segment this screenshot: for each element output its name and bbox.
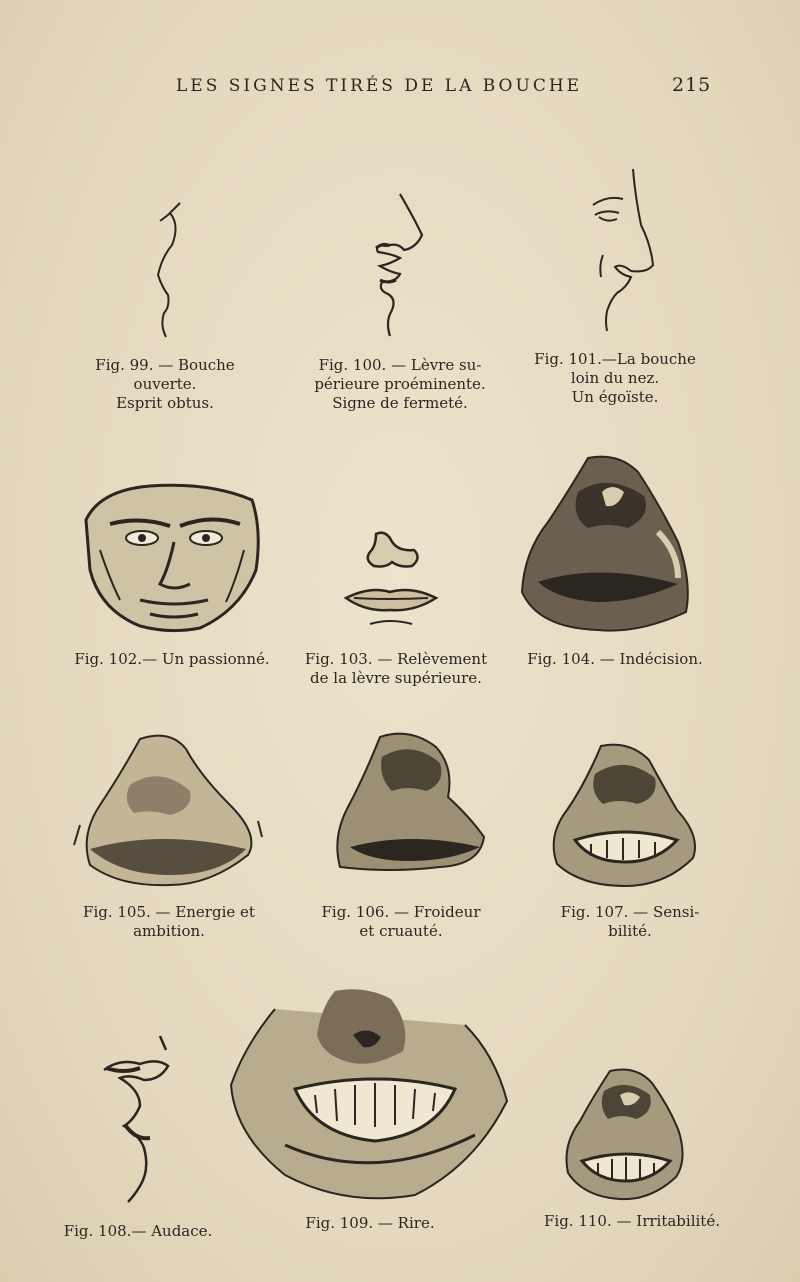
caption-fig-103: Fig. 103. — Relèvement de la lèvre supérieure.	[304, 650, 488, 687]
caption-fig-104: Fig. 104. — Indécision.	[527, 650, 703, 668]
figure-108-illustration	[100, 1030, 180, 1205]
figure-106-illustration	[330, 727, 490, 877]
caption-fig-107: Fig. 107. — Sensi- bilité.	[560, 903, 700, 940]
figure-100-illustration	[360, 190, 430, 340]
page-header	[0, 76, 800, 106]
caption-fig-99: Fig. 99. — Bouche ouverte. Esprit obtus.	[95, 356, 235, 412]
caption-fig-108: Fig. 108.— Audace.	[63, 1222, 213, 1240]
caption-fig-110: Fig. 110. — Irritabilité.	[544, 1212, 720, 1230]
caption-fig-106: Fig. 106. — Froideur et cruauté.	[321, 903, 481, 940]
figure-103-illustration	[340, 528, 440, 633]
figure-102-illustration	[80, 480, 265, 635]
page-number: 215	[672, 74, 712, 96]
running-head: LES SIGNES TIRÉS DE LA BOUCHE	[176, 76, 583, 96]
figure-110-illustration	[560, 1065, 690, 1205]
caption-fig-105: Fig. 105. — Energie et ambition.	[83, 903, 255, 940]
figure-107-illustration	[545, 740, 705, 890]
figure-105-illustration	[70, 725, 265, 890]
figure-99-illustration	[140, 195, 200, 345]
caption-fig-102: Fig. 102.— Un passionné.	[74, 650, 270, 668]
figure-109-illustration	[225, 985, 515, 1210]
caption-fig-109: Fig. 109. — Rire.	[305, 1214, 435, 1232]
caption-fig-100: Fig. 100. — Lèvre su- périeure proéminente. Signe de fermeté.	[314, 356, 486, 412]
figure-101-illustration	[585, 165, 665, 335]
caption-fig-101: Fig. 101.—La bouche loin du nez. Un égoïste.	[534, 350, 696, 406]
figure-104-illustration	[518, 452, 694, 637]
